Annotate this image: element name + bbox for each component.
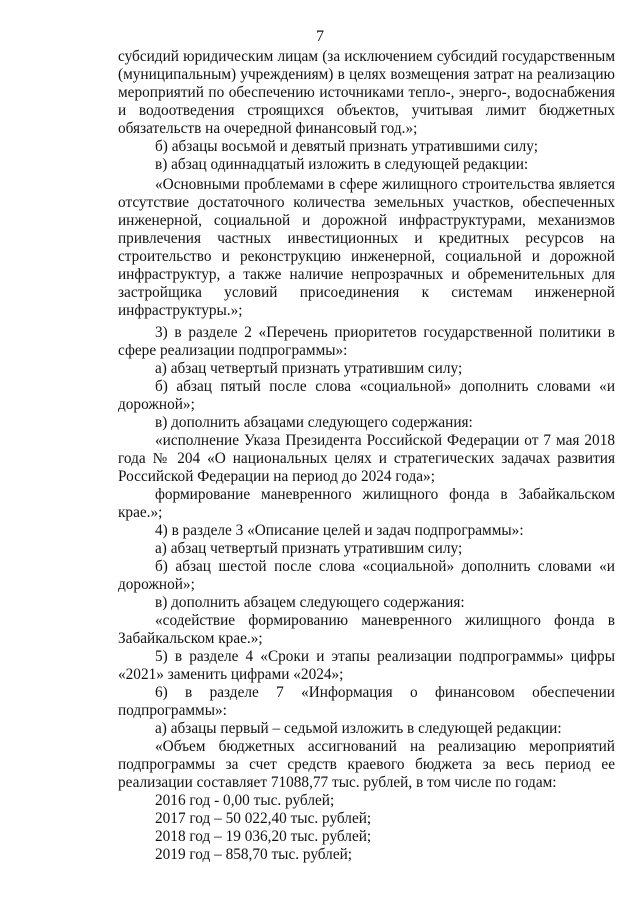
paragraph: б) абзац шестой после слова «социальной» дополнить словами «и дорожной»; xyxy=(118,558,615,593)
paragraph: а) абзац четвертый признать утратившим силу; xyxy=(155,360,463,377)
paragraph: 2017 год – 50 022,40 тыс. рублей; xyxy=(155,810,372,827)
paragraph: в) дополнить абзацем следующего содержания: xyxy=(155,594,465,611)
paragraph: «Объем бюджетных ассигнований на реализацию мероприятий подпрограммы за счет средств краевого бюджета за весь период ее реализации составляет 71088,77 тыс. рублей, в том числе по годам: xyxy=(118,738,615,791)
paragraph: «исполнение Указа Президента Российской Федерации от 7 мая 2018 года № 204 «О национальных целях и стратегических задачах развития Российской Федерации на период до 2024 года»; xyxy=(118,432,615,485)
paragraph: 4) в разделе 3 «Описание целей и задач подпрограммы»: xyxy=(155,522,524,539)
paragraph: 2016 год - 0,00 тыс. рублей; xyxy=(155,792,335,809)
paragraph: 2018 год – 19 036,20 тыс. рублей; xyxy=(155,828,372,845)
paragraph: 3) в разделе 2 «Перечень приоритетов государственной политики в сфере реализации подпрограммы»: xyxy=(118,324,615,359)
paragraph: «содействие формированию маневренного жилищного фонда в Забайкальском крае.»; xyxy=(118,612,615,647)
paragraph: б) абзацы восьмой и девятый признать утратившими силу; xyxy=(155,138,539,155)
paragraph: а) абзац четвертый признать утратившим силу; xyxy=(155,540,463,557)
paragraph: формирование маневренного жилищного фонда в Забайкальском крае.»; xyxy=(118,486,615,521)
paragraph: 5) в разделе 4 «Сроки и этапы реализации подпрограммы» цифры «2021» заменить цифрами «2024»; xyxy=(118,648,615,683)
paragraph: а) абзацы первый – седьмой изложить в следующей редакции: xyxy=(155,720,562,737)
paragraph: в) абзац одиннадцатый изложить в следующей редакции: xyxy=(155,156,529,173)
paragraph: в) дополнить абзацами следующего содержания: xyxy=(155,414,473,431)
paragraph: 2019 год – 858,70 тыс. рублей; xyxy=(155,846,353,863)
paragraph: 6) в разделе 7 «Информация о финансовом обеспечении подпрограммы»: xyxy=(118,684,615,719)
paragraph: субсидий юридическим лицам (за исключением субсидий государственным (муниципальным) учреждениям) в целях возмещения затрат на реализацию мероприятий по обеспечению источниками тепло-, энерго-, водоснабжения и водоотведения строящихся объектов, учитывая лимит бюджетных обязательств на очередной финансовый год.»; xyxy=(118,48,615,137)
paragraph: «Основными проблемами в сфере жилищного строительства является отсутствие достаточного количества земельных участков, обеспеченных инженерной, социальной и дорожной инфраструктурами, механизмов привлечения частных инвестиционных и кредитных ресурсов на строительство и реконструкцию инженерной, социальной и дорожной инфраструктур, а также наличие непрозрачных и обременительных для застройщика условий присоединения к системам инженерной инфраструктуры.»; xyxy=(118,176,615,319)
page-number: 7 xyxy=(316,28,324,45)
document-body xyxy=(118,48,615,864)
paragraph: б) абзац пятый после слова «социальной» дополнить словами «и дорожной»; xyxy=(118,378,615,413)
